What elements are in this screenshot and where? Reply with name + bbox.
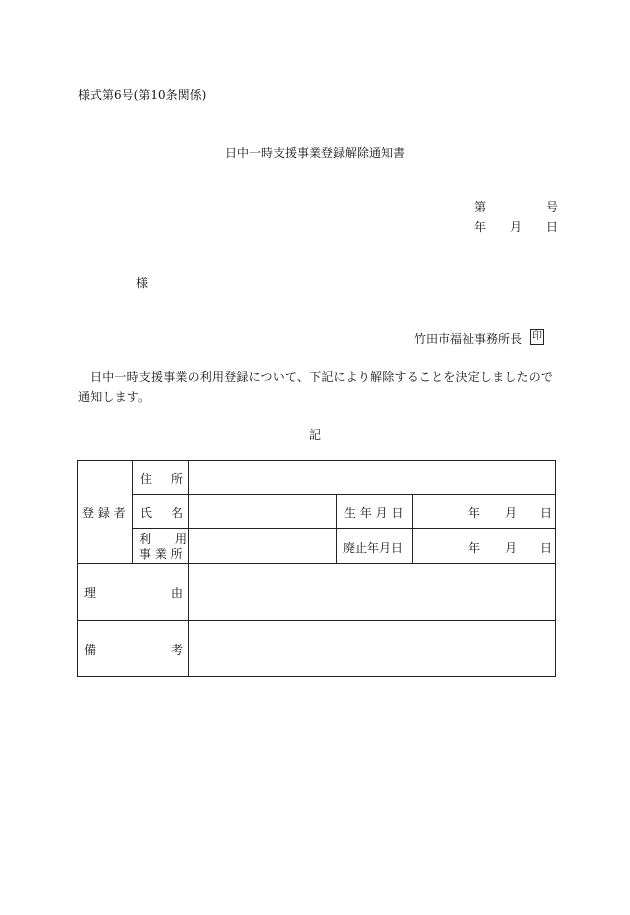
address-label-part1: 住 (140, 472, 153, 486)
table-hline-4 (77, 620, 556, 621)
document-title: 日中一時支援事業登録解除通知書 (224, 146, 405, 160)
ki-heading: 記 (308, 428, 321, 442)
address-label-part2: 所 (171, 472, 184, 486)
remarks-label-part2: 考 (171, 643, 184, 657)
issuer-name: 竹田市福祉事務所長 (414, 332, 523, 346)
table-border-right (555, 460, 556, 677)
number-prefix: 第 (474, 200, 487, 214)
abolish-month-unit: 月 (505, 541, 518, 555)
table-hline-1 (132, 494, 556, 495)
number-suffix: 号 (546, 200, 559, 214)
office-label-line2: 事 業 所 (139, 547, 183, 561)
reason-label-part2: 由 (171, 586, 184, 600)
birth-month-unit: 月 (505, 506, 518, 520)
seal-stamp-box: 印 (530, 329, 544, 345)
office-label-line1: 利 用 (139, 532, 188, 546)
table-border-left (77, 460, 78, 677)
table-border-bottom (77, 676, 556, 677)
table-hline-2 (132, 528, 556, 529)
abolish-day-unit: 日 (540, 541, 553, 555)
form-id: 様式第6号(第10条関係) (78, 88, 207, 102)
abolish-date-label: 廃止年月日 (343, 541, 404, 555)
remarks-label-part1: 備 (84, 643, 97, 657)
date-day: 日 (546, 220, 559, 234)
date-month: 月 (510, 220, 523, 234)
date-year: 年 (474, 220, 487, 234)
addressee-honorific: 様 (136, 276, 149, 290)
table-hline-3 (77, 563, 556, 564)
name-label-part2: 名 (171, 506, 184, 520)
table-border-top (77, 460, 556, 461)
name-label-part1: 氏 (140, 506, 153, 520)
birth-year-unit: 年 (468, 506, 481, 520)
birth-date-label: 生 年 月 日 (344, 506, 404, 520)
reason-label-part1: 理 (84, 586, 97, 600)
body-paragraph: 日中一時支援事業の利用登録について、下記により解除することを決定しましたので通知します。 (78, 370, 554, 404)
abolish-year-unit: 年 (468, 541, 481, 555)
birth-day-unit: 日 (540, 506, 553, 520)
table-vline-registrant (132, 460, 133, 563)
registrant-label: 登 録 者 (82, 506, 126, 520)
table-vline-labels (188, 460, 189, 677)
